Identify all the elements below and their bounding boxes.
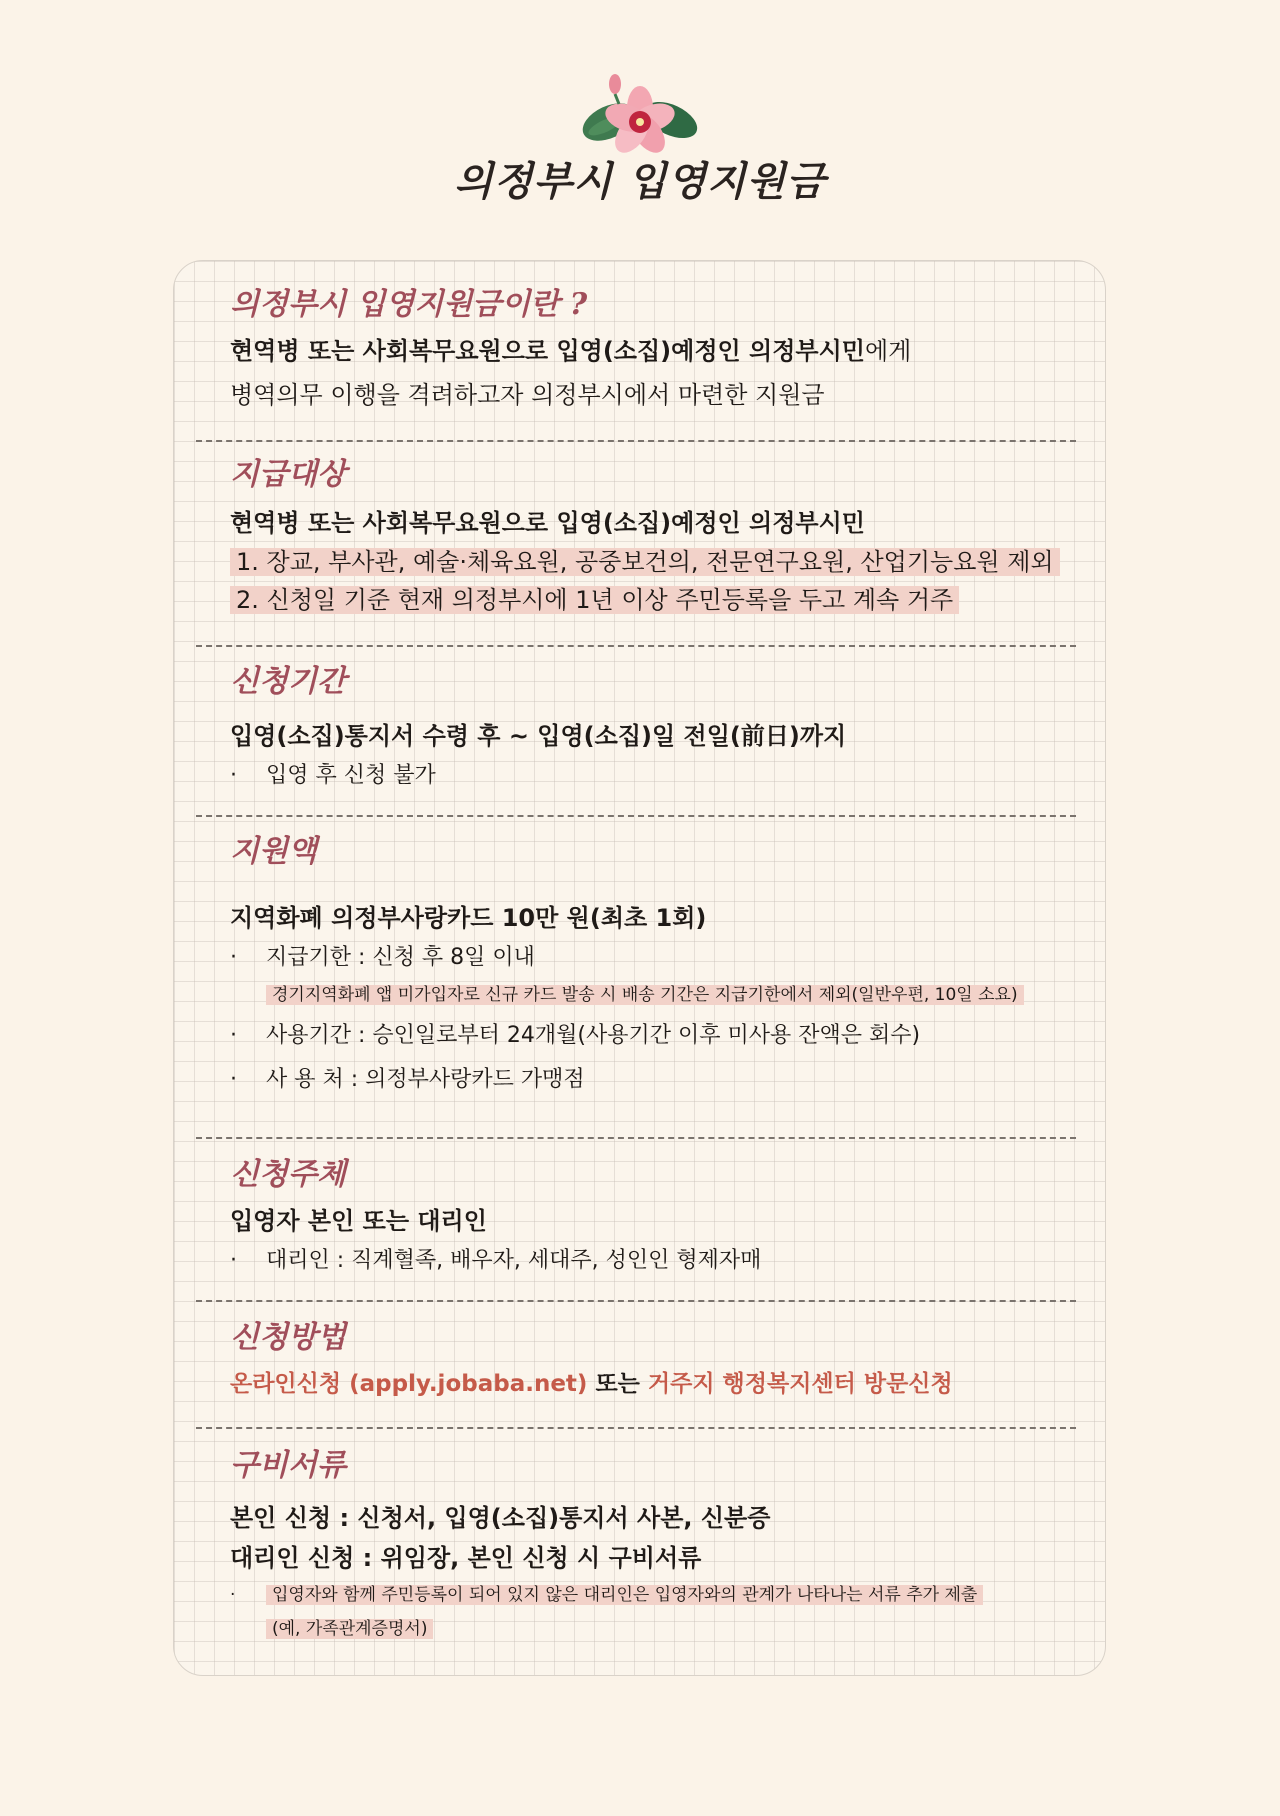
documents-line-2: 대리인 신청 : 위임장, 본인 신청 시 구비서류	[230, 1544, 702, 1572]
bullet-dot: ·	[230, 1023, 237, 1048]
amount-bold-line: 지역화폐 의정부사랑카드 10만 원(최초 1회)	[230, 904, 707, 932]
applicant-bullet	[230, 1241, 1080, 1281]
documents-note-2	[230, 1614, 1080, 1644]
intro-line-1	[230, 331, 1080, 371]
intro-rest-text: 에게	[864, 337, 912, 365]
amount-bullet-1	[230, 938, 1080, 978]
amount-bullet-3	[230, 1060, 1080, 1100]
period-bullet	[230, 756, 1080, 796]
bullet-text: 입영 후 신청 불가	[266, 763, 436, 788]
applicant-bold-line: 입영자 본인 또는 대리인	[230, 1207, 487, 1235]
section-applicant	[230, 1155, 1080, 1281]
bullet-dot: ·	[230, 945, 237, 970]
amount-bullet-2	[230, 1016, 1080, 1056]
method-line	[230, 1364, 1080, 1404]
bullet-dot: ·	[230, 1067, 237, 1092]
method-or-text: 또는	[587, 1371, 648, 1397]
bullet-text: 사 용 처 : 의정부사랑카드 가맹점	[266, 1067, 585, 1092]
hibiscus-flower-icon	[575, 70, 705, 158]
section-heading: 신청주체	[230, 1157, 346, 1192]
amount-note	[230, 980, 1080, 1010]
documents-note-1	[230, 1580, 1080, 1610]
section-heading: 신청기간	[230, 664, 346, 699]
section-intro	[230, 285, 1080, 415]
section-method	[230, 1318, 1080, 1404]
section-documents	[230, 1446, 1080, 1644]
divider	[196, 1137, 1076, 1139]
section-heading: 구비서류	[230, 1448, 346, 1483]
divider	[196, 1427, 1076, 1429]
section-heading: 지급대상	[230, 457, 346, 492]
section-target	[230, 455, 1080, 619]
note-text: (예, 가족관계증명서)	[266, 1619, 433, 1639]
section-heading: 신청방법	[230, 1320, 346, 1355]
documents-line-1: 본인 신청 : 신청서, 입영(소집)통지서 사본, 신분증	[230, 1504, 771, 1532]
note-text: 입영자와 함께 주민등록이 되어 있지 않은 대리인은 입영자와의 관계가 나타나는 서류 추가 제출	[266, 1585, 983, 1605]
bullet-text: 사용기간 : 승인일로부터 24개월(사용기간 이후 미사용 잔액은 회수)	[266, 1023, 921, 1048]
bullet-text: 대리인 : 직계혈족, 배우자, 세대주, 성인인 형제자매	[266, 1248, 762, 1273]
target-item-1	[230, 543, 1080, 581]
target-bold-line: 현역병 또는 사회복무요원으로 입영(소집)예정인 의정부시민	[230, 509, 865, 537]
visit-apply-text: 거주지 행정복지센터 방문신청	[647, 1371, 953, 1397]
target-item-text: 1. 장교, 부사관, 예술·체육요원, 공중보건의, 전문연구요원, 산업기능요원 제외	[230, 548, 1060, 576]
section-heading: 지원액	[230, 834, 317, 869]
bullet-dot: ·	[230, 763, 237, 788]
divider	[196, 645, 1076, 647]
bullet-dot: ·	[230, 1248, 237, 1273]
period-bold-line: 입영(소집)통지서 수령 후 ~ 입영(소집)일 전일(前日)까지	[230, 722, 847, 750]
section-period	[230, 662, 1080, 796]
intro-line-2: 병역의무 이행을 격려하고자 의정부시에서 마련한 지원금	[230, 381, 825, 409]
bullet-dot: ·	[230, 1585, 236, 1605]
section-amount	[230, 832, 1080, 1100]
intro-bold-text: 현역병 또는 사회복무요원으로 입영(소집)예정인 의정부시민	[230, 337, 865, 365]
divider	[196, 440, 1076, 442]
page-title: 의정부시 입영지원금	[454, 158, 826, 205]
target-item-2	[230, 581, 1080, 619]
target-item-text: 2. 신청일 기준 현재 의정부시에 1년 이상 주민등록을 두고 계속 거주	[230, 586, 959, 614]
section-heading: 의정부시 입영지원금이란 ?	[230, 287, 588, 322]
divider	[196, 1300, 1076, 1302]
bullet-text: 지급기한 : 신청 후 8일 이내	[266, 945, 535, 970]
divider	[196, 815, 1076, 817]
online-apply-link[interactable]: 온라인신청 (apply.jobaba.net)	[230, 1371, 588, 1397]
note-text: 경기지역화폐 앱 미가입자로 신규 카드 발송 시 배송 기간은 지급기한에서 제외(일반우편, 10일 소요)	[266, 985, 1024, 1005]
